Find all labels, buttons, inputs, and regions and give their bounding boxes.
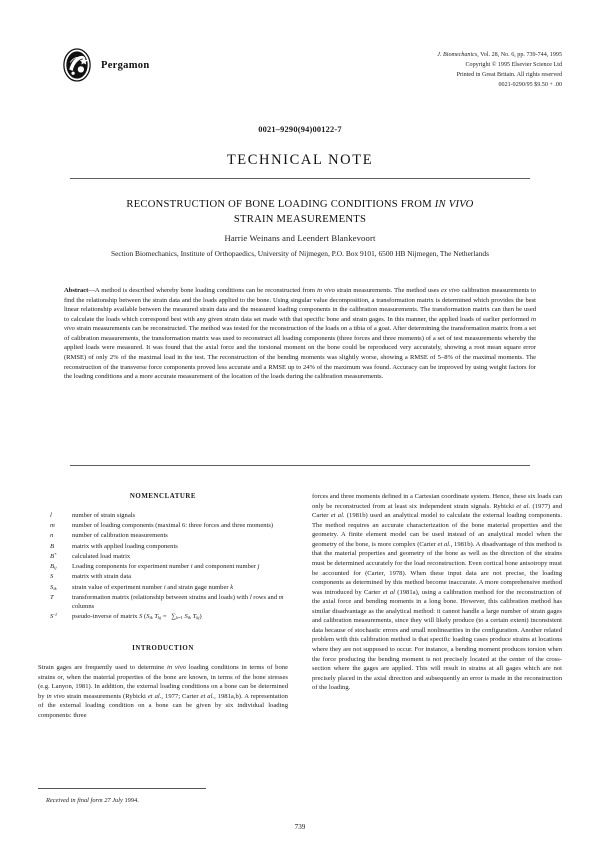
left-column xyxy=(38,492,288,720)
nomenclature-list xyxy=(38,511,288,622)
intro-right-e: (1981a), using a calibration method for the reconstruction of the axial force and bending moments in a long bone. However, this calibration method has similar disadvantage as the analytical method: it cannot handle a large number of strain gages and calibration measurements, since they will likely produce (to a certain extent) inconsistent data because of stochastic errors and small nonlinearities in the configuration. Another related problem with this calibration method is that specific loading cases produce strains at locations where they are not supposed to occur. For instance, a bending moment produces torsion when the force producing the bending moment is not precisely located at the center of the cross-section where the gages are applied. This will result in strains at all gages which are not precisely placed in the axial direction and subsequently an error is made in the reconstruction of the loading. xyxy=(312,588,562,692)
nomenclature-definition: matrix with applied loading components xyxy=(72,542,178,550)
intro-italic-4: et al. xyxy=(200,692,215,700)
page-number: 739 xyxy=(294,823,306,831)
list-item xyxy=(38,562,288,572)
publisher-name: Pergamon xyxy=(101,59,150,71)
abstract-italic-1: in vivo xyxy=(316,287,335,294)
abstract-dash: — xyxy=(88,287,95,294)
printed-line: Printed in Great Britain. All rights reserved xyxy=(456,71,562,78)
list-item xyxy=(38,552,288,562)
intro-text-c: strain measurements (Rybicki xyxy=(64,692,148,700)
nomenclature-symbol: T xyxy=(50,593,54,601)
list-item xyxy=(38,572,288,582)
intro-right-italic-1: et al. xyxy=(516,502,531,510)
nomenclature-symbol: B xyxy=(50,542,55,550)
nomenclature-definition: strain value of experiment number i and strain gage number k xyxy=(72,583,234,591)
nomenclature-definition: transformation matrix (relationship between strains and loads) with l rows and m columns xyxy=(72,593,284,611)
nomenclature-definition: number of calibration measurements xyxy=(72,532,168,540)
intro-text-e: , 1981a,b). A representation of the external loading condition on a bone can be given by six individual loading components: three xyxy=(38,692,288,719)
nomenclature-definition: pseudo-inverse of matrix S ($S_{ik}$ $T_{kj} = \sum_{k=1}$ $S_{ik}$ $T_{kj}$) xyxy=(72,613,202,621)
footnote-divider xyxy=(38,788,206,789)
intro-right-italic-4: et al xyxy=(382,588,395,596)
list-item xyxy=(38,583,288,593)
abstract-italic-3: in vivo xyxy=(64,315,536,333)
journal-citation-line xyxy=(437,51,562,61)
masthead xyxy=(0,48,600,96)
abstract-part-3: calibration measurements to find the relationship between the strain data and the loads applied to the bone. Using singular value decomposition, a transformation matrix is determined which provides the best linear relationship available between the measured strain data and the measured loading components in the calibration measurements. The transformation matrix can then be used to calculate the loads which correspond best with any given strain data set made with that specific bone and strain gages. In this manner, the applied loads of earlier performed xyxy=(64,287,537,323)
nomenclature-definition: number of strain signals xyxy=(72,512,136,519)
abstract-italic-2: ex vivo xyxy=(441,287,460,294)
nomenclature-symbol: $S_{ik}$ xyxy=(50,583,57,591)
title-line2: STRAIN MEASUREMENTS xyxy=(233,214,367,226)
nomenclature-symbol: $S^{-1}$ xyxy=(50,612,58,621)
affiliation: Section Biomechanics, Institute of Orthopaedics, University of Nijmegen, P.O. Box 9101, 6500 HB Nijmegen, The Netherlands xyxy=(111,249,489,258)
list-item xyxy=(38,511,288,521)
introduction-paragraph-left xyxy=(38,663,288,720)
abstract xyxy=(64,286,536,382)
right-column xyxy=(312,492,562,693)
nomenclature-definition: calculated load matrix xyxy=(72,552,131,560)
list-item xyxy=(38,612,288,622)
footnote xyxy=(46,797,286,804)
journal-volume-pages: , Vol. 28, No. 6, pp. 739-744, 1995 xyxy=(477,52,562,58)
list-item xyxy=(38,542,288,552)
nomenclature-definition: number of loading components (maximal 6: three forces and three moments) xyxy=(72,522,274,530)
nomenclature-symbol: m xyxy=(50,522,55,530)
nomenclature-definition: matrix with strain data xyxy=(72,573,132,581)
abstract-part-1: A method is described whereby bone loading conditions can be reconstructed from xyxy=(94,287,317,294)
intro-right-b: (1977) and Carter xyxy=(312,502,562,520)
intro-right-d: , 1981b). A disadvantage of this method is that the material properties and geometry of the bone as well as the direction of the strains must be determined accurately for the load reconstruction. Even cortical bone anisotropy must be accounted for (Carter, 1978). When these input data are not precise, the loading components as determined by this method become inaccurate. A more comprehensive method was introduced by Carter xyxy=(312,540,562,596)
intro-right-italic-3: et al. xyxy=(437,540,451,548)
publisher-branding xyxy=(62,48,149,82)
list-item xyxy=(38,531,288,541)
issn-line: 0021-9290/95 $9.50 + .00 xyxy=(498,81,562,88)
footnote-received: Received in final form 27 July xyxy=(46,797,123,804)
divider-bottom xyxy=(70,465,530,466)
nomenclature-symbol: l xyxy=(50,512,52,519)
intro-text-d: , 1977; Carter xyxy=(161,692,201,700)
intro-right-italic-2: et al. xyxy=(330,512,345,520)
intro-italic-2: in vivo xyxy=(46,692,65,700)
page-title xyxy=(60,197,540,227)
intro-italic-3: et al. xyxy=(147,692,162,700)
article-type-label: TECHNICAL NOTE xyxy=(226,152,374,168)
nomenclature-definition: Loading components for experiment number i and component number j xyxy=(72,563,260,571)
author-list: Harrie Weinans and Leendert Blankevoort xyxy=(224,233,376,243)
list-item xyxy=(38,593,288,612)
nomenclature-symbol: S xyxy=(50,573,54,581)
abstract-label: Abstract xyxy=(64,287,89,294)
footnote-year: 1994. xyxy=(122,797,139,804)
title-line1-italic: IN VIVO xyxy=(434,199,474,210)
intro-right-a: forces and three moments defined in a Cartesian coordinate system. Hence, these six loads can only be reconstructed from at least six independent strain signals. Rybicki xyxy=(312,493,562,510)
intro-text-b: loading conditions in terms of bone strains or, when the material properties of the bone are known, in terms of the bone stresses (e.g. Lanyon, 1981). In addition, the external loading conditions on a bone can be determined by xyxy=(38,663,288,700)
introduction-heading: INTRODUCTION xyxy=(132,644,194,652)
pergamon-hammer-logo-icon xyxy=(62,48,92,82)
abstract-part-2: strain measurements. The method uses xyxy=(334,287,442,294)
copyright-line: Copyright © 1995 Elsevier Science Ltd xyxy=(465,61,562,68)
title-line1-text: RECONSTRUCTION OF BONE LOADING CONDITIONS FROM xyxy=(126,199,435,210)
list-item xyxy=(38,521,288,531)
divider-top xyxy=(70,178,530,179)
nomenclature-symbol: $B_{ij}$ xyxy=(50,563,57,571)
introduction-paragraph-right xyxy=(312,492,562,693)
nomenclature-heading: NOMENCLATURE xyxy=(129,493,197,500)
intro-italic-1: in vivo xyxy=(167,663,186,671)
abstract-part-4: strain measurements can be reconstructed. The method was tested for the reconstruction of the loads on a tibia of a goat. After determining the transformation matrix from a set of calibration measurements, the transformation matrix was used to reconstruct all loading components (three forces and three moments) of a set of test measurements whereby the applied loads were measured. It was found that the axial force and the torsional moment on the bone could be reproduced very accurately, showing a root mean square error (RMSE) of only 2% of the maximal load in the test. The reconstruction of the bending moments was slightly worse, showing a RMSE of 5–8% of the maximal moments. The reconstruction of the transverse force components proved less accurate and a RMSE up to 24% of the maximum was found. Accuracy can be improved by using weight factors for the loading conditions and a more accurate measurement of the location of the loads during the calibration measurements. xyxy=(64,325,537,381)
journal-citation-block xyxy=(437,51,562,90)
nomenclature-symbol: n xyxy=(50,532,54,540)
intro-text-a: Strain gages are frequently used to determine xyxy=(38,663,168,671)
journal-name: J. Biomechanics xyxy=(437,52,478,58)
nomenclature-symbol: B* xyxy=(50,551,57,560)
pii-identifier: 0021–9290(94)00122-7 xyxy=(258,125,342,134)
intro-right-c: (1981b) used an analytical model to calculate the external loading components. The method requires an accurate characterization of the bone material properties and the geometry. A finite element model can be used instead of an analytical model when the geometry of the bone, is more complex (Carter xyxy=(312,512,562,548)
